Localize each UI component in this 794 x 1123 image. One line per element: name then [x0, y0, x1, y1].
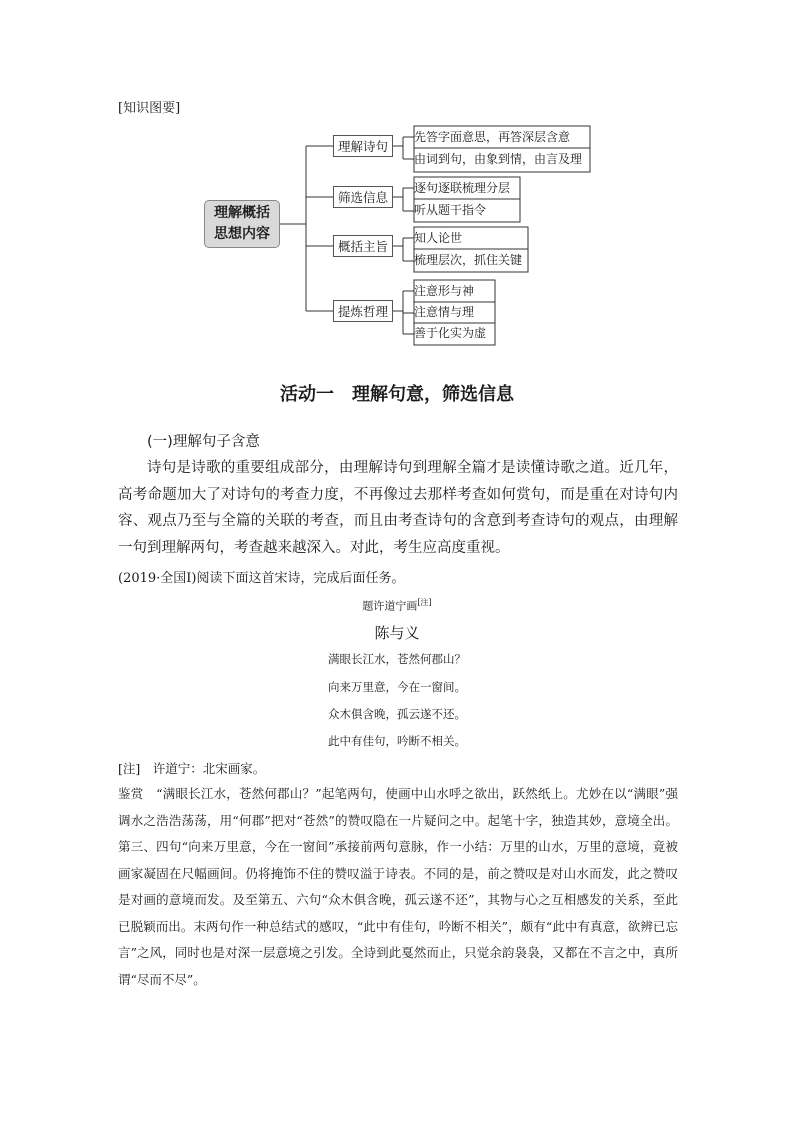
mind-map-root [204, 200, 280, 248]
leaf-4-1: 注意形与神 [414, 284, 475, 298]
leaf-4-3: 善于化实为虚 [414, 326, 487, 340]
poem-title-line [0, 597, 794, 614]
appreciation-paragraph [118, 781, 678, 993]
poem-line-1: 满眼长江水，苍然何郡山？ [328, 652, 466, 666]
poem-line-3: 众木俱含晚，孤云遂不还。 [328, 707, 466, 721]
branch-understand-lines: 理解诗句 [333, 135, 393, 157]
leaf-4-2: 注意情与理 [414, 305, 475, 319]
section-subheading: (一)理解句子含意 [147, 434, 260, 450]
root-line-1: 理解概括 [214, 205, 270, 221]
intro-paragraph: 诗句是诗歌的重要组成部分，由理解诗句到理解全篇才是读懂诗歌之道。近几年，高考命题加大了对诗句的考查力度，不再像过去那样考查如何赏句，而是重在对诗句内容、观点乃至与全篇的关联的考查，而且由考查诗句的含意到考查诗句的观点，由理解一句到理解两句，考查越来越深入。对此，考生应高度重视。 [118, 460, 678, 556]
poem-line-4: 此中有佳句，吟断不相关。 [328, 734, 466, 748]
root-line-2: 思想内容 [214, 226, 270, 242]
branch-extract-philosophy: 提炼哲理 [333, 300, 393, 322]
activity-heading: 活动一 理解句意，筛选信息 [280, 384, 514, 405]
note-line [118, 759, 265, 777]
leaf-3-1: 知人论世 [414, 231, 463, 245]
exercise-source: (2019·全国Ⅰ)阅读下面这首宋诗，完成后面任务。 [118, 571, 405, 586]
note-text: 许道宁：北宋画家。 [152, 761, 266, 776]
leaf-1-1: 先答字面意思，再答深层含意 [414, 130, 571, 144]
appreciation-label: 鉴赏 [118, 786, 144, 801]
branch-summarize-theme: 概括主旨 [333, 235, 393, 257]
leaf-3-2: 梳理层次，抓住关键 [414, 253, 523, 267]
leaf-2-2: 听从题干指令 [414, 203, 487, 217]
poem-title: 题许道宁画 [362, 599, 418, 613]
poem-author: 陈与义 [374, 624, 420, 642]
poem-note-mark: [注] [417, 598, 432, 607]
leaf-2-1: 逐句逐联梳理分层 [414, 181, 511, 195]
mind-map-connectors [0, 0, 794, 360]
poem-line-2: 向来万里意，今在一窗间。 [328, 680, 466, 694]
appreciation-text: “满眼长江水，苍然何郡山？”起笔两句，使画中山水呼之欲出，跃然纸上。尤妙在以“满眼”强调水之浩浩荡荡，用“何郡”把对“苍然”的赞叹隐在一片疑问之中。起笔十字，独造其妙，意境全出。第三、四句“向来万里意，今在一窗间”承接前两句意脉，作一小结：万里的山水，万里的意境，竟被画家凝固在尺幅画间。仍将掩饰不住的赞叹溢于诗表。不同的是，前之赞叹是对山水而发，此之赞叹是对画的意境而发。及至第五、六句“众木俱含晚，孤云遂不还”，其物与心之互相感发的关系，至此已脱颖而出。末两句作一种总结式的感叹，“此中有佳句，吟断不相关”，颇有“此中有真意，欲辨已忘言”之风，同时也是对深一层意境之引发。全诗到此戛然而止，只觉余韵袅袅，又都在不言之中，真所谓“尽而不尽”。 [118, 786, 678, 987]
leaf-1-2: 由词到句，由象到情，由言及理 [414, 152, 583, 166]
branch-filter-info: 筛选信息 [333, 186, 393, 208]
note-label: [注] [118, 761, 141, 776]
knowledge-map-label: [知识图要] [118, 101, 181, 116]
